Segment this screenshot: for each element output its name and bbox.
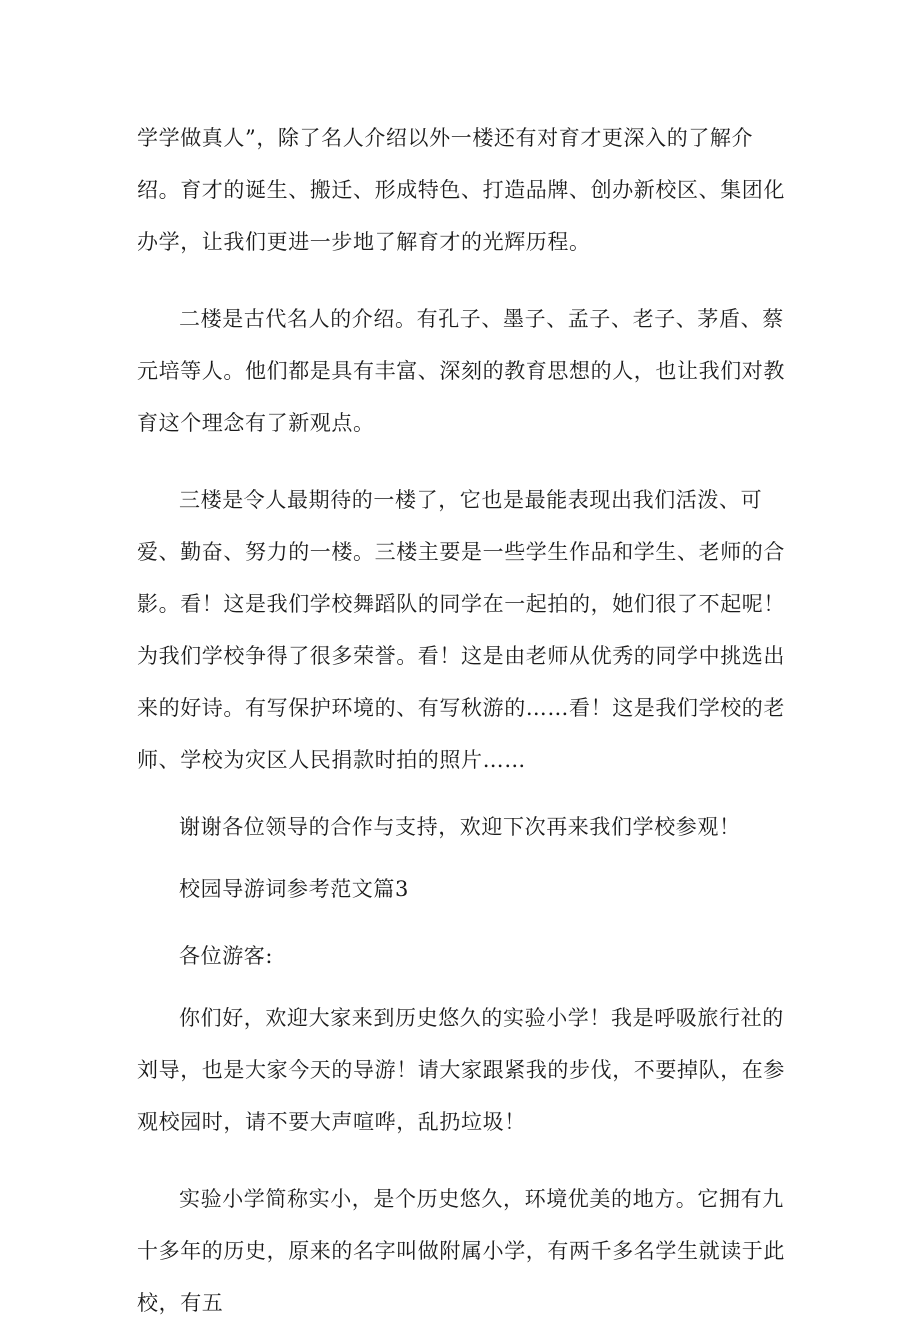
paragraph-school-intro: 实验小学简称实小，是个历史悠久，环境优美的地方。它拥有九十多年的历史，原来的名字叫做附属小学，有两千多名学生就读于此校，有五: [137, 1187, 785, 1315]
document-body: [137, 112, 787, 1329]
paragraph-welcome: 你们好，欢迎大家来到历史悠久的实验小学！我是呼吸旅行社的刘导，也是大家今天的导游！请大家跟紧我的步伐，不要掉队，在参观校园时，请不要大声喧哗，乱扔垃圾！: [137, 1006, 785, 1134]
paragraph-first-floor: 学学做真人”，除了名人介绍以外一楼还有对育才更深入的了解介绍。育才的诞生、搬迁、形成特色、打造品牌、创办新校区、集团化办学，让我们更进一步地了解育才的光辉历程。: [137, 126, 785, 254]
paragraph-second-floor: 二楼是古代名人的介绍。有孔子、墨子、孟子、老子、茅盾、蔡元培等人。他们都是具有丰富、深刻的教育思想的人，也让我们对教育这个理念有了新观点。: [137, 307, 785, 435]
paragraph-thanks: 谢谢各位领导的合作与支持，欢迎下次再来我们学校参观！: [179, 815, 741, 839]
paragraph-greeting: 各位游客:: [179, 944, 274, 968]
section-heading: 校园导游词参考范文篇3: [179, 877, 409, 901]
paragraph-third-floor: 三楼是令人最期待的一楼了，它也是最能表现出我们活泼、可爱、勤奋、努力的一楼。三楼主要是一些学生作品和学生、老师的合影。看！这是我们学校舞蹈队的同学在一起拍的，她们很了不起呢！为我们学校争得了很多荣誉。看！这是由老师从优秀的同学中挑选出来的好诗。有写保护环境的、有写秋游的……看！这是我们学校的老师、学校为灾区人民捐款时拍的照片……: [137, 488, 785, 772]
